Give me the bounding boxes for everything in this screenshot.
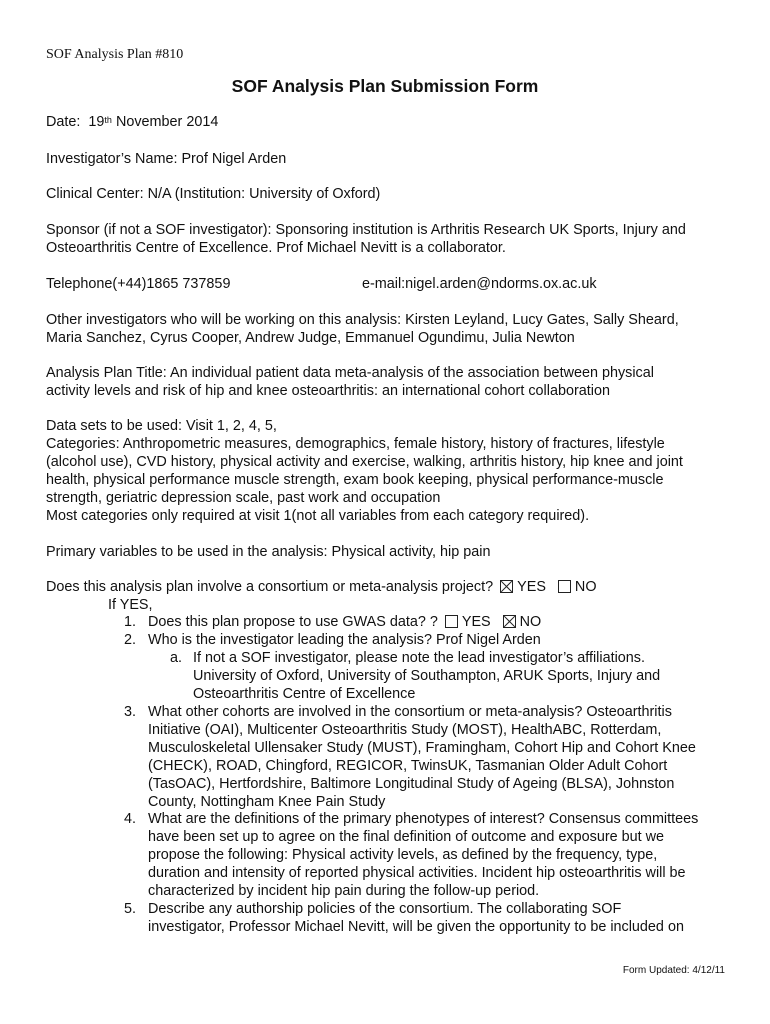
telephone: Telephone(+44)1865 737859 [46,276,231,292]
sub-item-a-line-3: Osteoarthritis Centre of Excellence [193,686,416,702]
item-3-line-3: Musculoskeletal Ullensaker Study (MUST), Framingham, Cohort Hip and Cohort Knee [148,740,696,756]
if-yes-label: If YES, [108,597,153,613]
clinical-center: Clinical Center: N/A (Institution: University of Oxford) [46,186,381,202]
consortium-question: Does this analysis plan involve a consortium or meta-analysis project? YES NO [46,579,597,595]
email: e-mail:nigel.arden@ndorms.ox.ac.uk [362,276,597,292]
sponsor-line-1: Sponsor (if not a SOF investigator): Sponsoring institution is Arthritis Research UK Sports, Injury and [46,222,686,238]
item-3-line-6: County, Nottingham Knee Pain Study [148,794,386,810]
item-3-line-1: What other cohorts are involved in the consortium or meta-analysis? Osteoarthritis [148,704,672,720]
investigator-name: Investigator’s Name: Prof Nigel Arden [46,151,287,167]
plan-title-line-1: Analysis Plan Title: An individual patient data meta-analysis of the association between physical [46,365,654,381]
data-sets-line-6: Most categories only required at visit 1(not all variables from each category required). [46,508,590,524]
sponsor-line-2: Osteoarthritis Centre of Excellence. Prof Michael Nevitt is a collaborator. [46,240,506,256]
date-line: Date: 19th November 2014 [46,114,219,130]
item-4-line-5: characterized by incident hip pain during the follow-up period. [148,883,540,899]
data-sets-line-5: strength, geriatric depression scale, past work and occupation [46,490,441,506]
item-1-number: 1. [124,614,137,630]
item-5-line-2: investigator, Professor Michael Nevitt, will be given the opportunity to be included on [148,919,684,935]
consortium-no-checkbox[interactable] [558,580,571,593]
item-4-number: 4. [124,811,137,827]
data-sets-line-2: Categories: Anthropometric measures, demographics, female history, history of fractures, lifestyle [46,436,665,452]
sub-item-a-line-2: University of Oxford, University of Southampton, ARUK Sports, Injury and [193,668,661,684]
data-sets-line-3: (alcohol use), CVD history, physical activity and exercise, walking, arthritis history, hip knee and joint [46,454,683,470]
item-4-line-4: duration and intensity of reported physical activities. Incident hip osteoarthritis will be [148,865,686,881]
item-4-line-2: have been set up to agree on the final definition of outcome and exposure but we [148,829,665,845]
gwas-yes-checkbox[interactable] [445,615,458,628]
item-4-line-3: propose the following: Physical activity levels, as defined by the frequency, type, [148,847,658,863]
form-title: SOF Analysis Plan Submission Form [231,76,539,96]
item-3-line-4: (CHECK), ROAD, Chingford, REGICOR, TwinsUK, Tasmanian Older Adult Cohort [148,758,668,774]
item-3-number: 3. [124,704,137,720]
other-investigators-line-2: Maria Sanchez, Cyrus Cooper, Andrew Judge, Emmanuel Ogundimu, Julia Newton [46,330,575,346]
primary-variables: Primary variables to be used in the analysis: Physical activity, hip pain [46,544,491,560]
item-2-text: Who is the investigator leading the analysis? Prof Nigel Arden [148,632,541,648]
gwas-no-checkbox[interactable] [503,615,516,628]
other-investigators-line-1: Other investigators who will be working on this analysis: Kirsten Leyland, Lucy Gates, Sally Sheard, [46,312,679,328]
item-3-line-5: (TasOAC), Hertfordshire, Baltimore Longitudinal Study of Ageing (BLSA), Johnston [148,776,675,792]
consortium-yes-checkbox[interactable] [500,580,513,593]
item-2-number: 2. [124,632,137,648]
item-4-line-1: What are the definitions of the primary phenotypes of interest? Consensus committees [148,811,699,827]
data-sets-line-4: health, physical performance muscle strength, exam book keeping, physical performance-muscle [46,472,664,488]
item-1-gwas: Does this plan propose to use GWAS data? ? YES NO [148,614,542,630]
plan-number-header: SOF Analysis Plan #810 [46,47,184,62]
form-updated-footer: Form Updated: 4/12/11 [622,965,725,976]
data-sets-line-1: Data sets to be used: Visit 1, 2, 4, 5, [46,418,277,434]
plan-title-line-2: activity levels and risk of hip and knee osteoarthritis: an international cohort collaboration [46,383,610,399]
sub-item-a-line-1: If not a SOF investigator, please note the lead investigator’s affiliations. [193,650,645,666]
item-5-number: 5. [124,901,137,917]
sub-item-a-label: a. [170,650,183,666]
item-3-line-2: Initiative (OAI), Multicenter Osteoarthritis Study (MOST), HealthABC, Rotterdam, [148,722,662,738]
item-5-line-1: Describe any authorship policies of the consortium. The collaborating SOF [148,901,622,917]
